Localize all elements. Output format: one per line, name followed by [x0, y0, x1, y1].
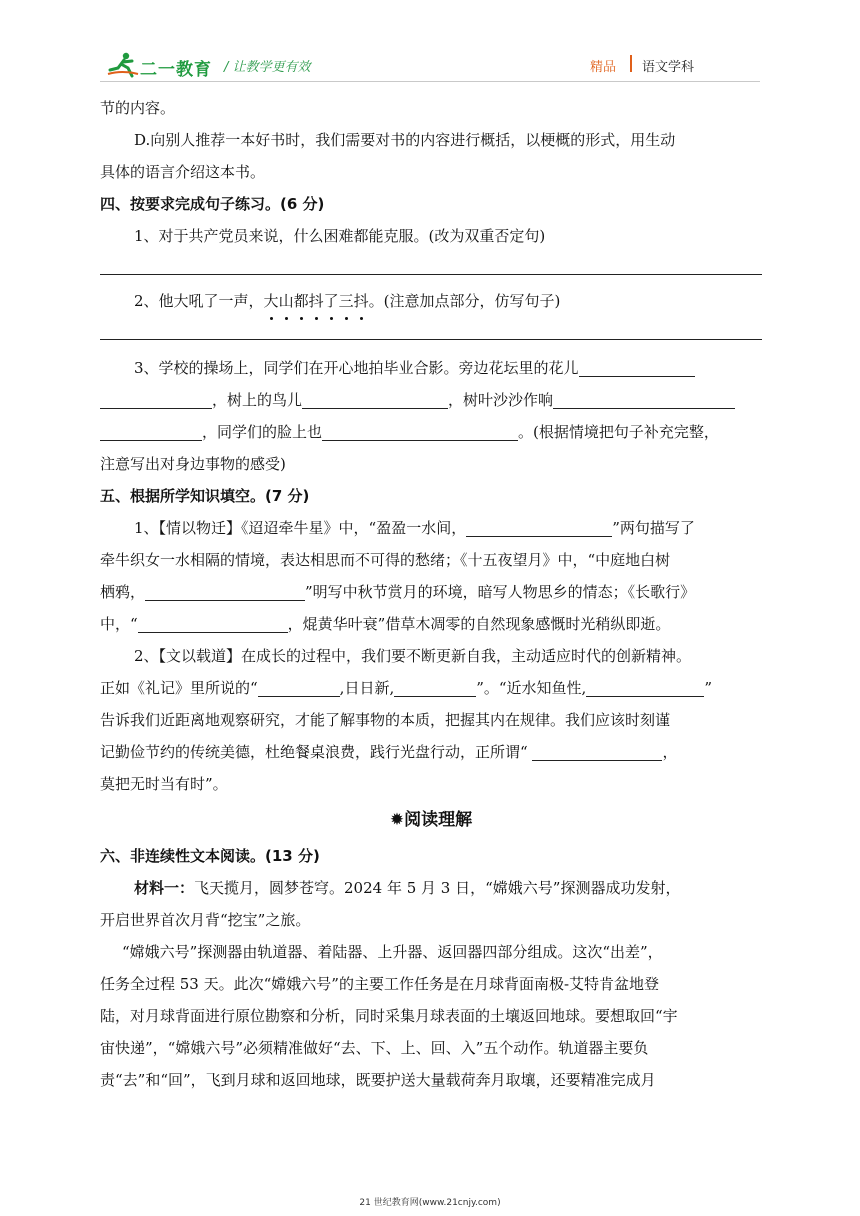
section-title-4: 四、按要求完成句子练习。(6 分)	[100, 195, 325, 213]
text-line	[100, 672, 762, 704]
text-line: “嫦娥六号”探测器由轨道器、着陆器、上升器、返回器四部分组成。这次“出差”，	[122, 943, 663, 961]
section-title-6: 六、非连续性文本阅读。(13 分)	[100, 847, 320, 865]
question-4-1: 1、对于共产党员来说，什么困难都能克服。(改为双重否定句)	[134, 227, 546, 245]
fill-blank[interactable]	[532, 742, 662, 761]
emphasis-char: 抖	[354, 285, 369, 317]
answer-line[interactable]	[100, 252, 762, 285]
emphasis-char: 大	[264, 285, 279, 317]
emphasis-char: 山	[279, 285, 294, 317]
text-segment: ，同学们的脸上也	[202, 423, 323, 441]
text-segment: 正如《礼记》里所说的“	[100, 679, 258, 697]
emphasis-char: 了	[324, 285, 339, 317]
runner-logo-icon	[106, 52, 140, 78]
text-line	[100, 736, 762, 768]
page-header	[100, 42, 760, 82]
text-line: 莫把无时当有时”。	[100, 775, 228, 793]
text-line: 告诉我们近距离地观察研究，才能了解事物的本质，把握其内在规律。我们应该时刻谨	[100, 711, 671, 729]
text-segment: 2、他大吼了一声，	[134, 292, 264, 310]
question-5-2: 2、【文以载道】在成长的过程中，我们要不断更新自我，主动适应时代的创新精神。	[134, 647, 692, 665]
text-segment: ”。“近水知鱼性,	[476, 679, 587, 697]
text-segment: 飞天揽月，圆梦苍穹。2024 年 5 月 3 日，“嫦娥六号”探测器成功发射，	[194, 879, 681, 897]
question-5-1	[100, 512, 762, 544]
fill-blank[interactable]	[553, 390, 735, 409]
fill-blank[interactable]	[145, 582, 305, 601]
text-segment: 1、【情以物迁】《迢迢牵牛星》中，“盈盈一水间，	[134, 519, 467, 537]
text-line: 宙快递”，“嫦娥六号”必须精准做好“去、下、上、回、入”五个动作。轨道器主要负	[100, 1039, 649, 1057]
fill-blank[interactable]	[466, 518, 612, 537]
reading-heading: ✹阅读理解	[389, 810, 473, 830]
emphasis-char: 三	[339, 285, 354, 317]
question-4-2	[100, 285, 762, 317]
text-segment: ”	[704, 679, 712, 697]
dotted-phrase	[264, 292, 369, 310]
divider	[630, 55, 632, 72]
fill-blank[interactable]	[302, 390, 448, 409]
text-segment: 中，“	[100, 615, 138, 633]
text-segment: 栖鸦，	[100, 583, 146, 601]
emphasis-char: 抖	[309, 285, 324, 317]
text-segment: 记勤俭节约的传统美德，杜绝餐桌浪费，践行光盘行动，正所谓“	[100, 743, 533, 761]
text-segment: ，树叶沙沙作响	[448, 391, 554, 409]
text-line: 开启世界首次月背“挖宝”之旅。	[100, 911, 311, 929]
text-segment: 3、学校的操场上，同学们在开心地拍毕业合影。旁边花坛里的花儿	[134, 359, 579, 377]
text-line: 任务全过程 53 天。此次“嫦娥六号”的主要工作任务是在月球背面南极-艾特肯盆地登	[100, 975, 660, 993]
text-segment: ,日日新,	[339, 679, 395, 697]
text-segment: ”两句描写了	[612, 519, 695, 537]
material-label: 材料一：	[134, 879, 195, 897]
fill-blank[interactable]	[258, 678, 340, 697]
question-4-3	[100, 352, 762, 384]
text-line: 节的内容。	[100, 99, 176, 117]
document-body	[100, 92, 762, 1096]
text-line	[100, 576, 762, 608]
premium-label: 精品	[590, 60, 617, 75]
material-1	[100, 872, 762, 904]
text-line: 责“去”和“回”，飞到月球和返回地球，既要护送大量载荷奔月取壤，还要精准完成月	[100, 1071, 656, 1089]
slogan: / 让教学更有效	[224, 60, 311, 75]
emphasis-char: 都	[294, 285, 309, 317]
text-line: D.向别人推荐一本好书时，我们需要对书的内容进行概括，以梗概的形式，用生动	[134, 131, 676, 149]
page-footer: 21 世纪教育网(www.21cnjy.com)	[359, 1198, 501, 1208]
fill-blank[interactable]	[579, 358, 695, 377]
logo-text: 二一教育	[140, 60, 212, 80]
text-line	[100, 416, 762, 448]
header-rule	[100, 81, 760, 82]
section-title-5: 五、根据所学知识填空。(7 分)	[100, 487, 310, 505]
text-segment: ，焜黄华叶衰”借草木凋零的自然现象感慨时光稍纵即逝。	[287, 615, 671, 633]
fill-blank[interactable]	[138, 614, 288, 633]
fill-blank[interactable]	[322, 422, 518, 441]
text-segment: 。(根据情境把句子补充完整，	[518, 423, 719, 441]
text-line: 具体的语言介绍这本书。	[100, 163, 266, 181]
subject-label: 语文学科	[642, 60, 695, 75]
fill-blank[interactable]	[100, 390, 212, 409]
text-line: 牵牛织女一水相隔的情境，表达相思而不可得的愁绪；《十五夜望月》中，“中庭地白树	[100, 551, 671, 569]
text-segment: ，树上的鸟儿	[212, 391, 303, 409]
text-line: 注意写出对身边事物的感受)	[100, 455, 286, 473]
text-line: 陆，对月球背面进行原位勘察和分析，同时采集月球表面的土壤返回地球。要想取回“宇	[100, 1007, 678, 1025]
text-segment: ，	[662, 743, 678, 761]
text-line	[100, 384, 762, 416]
fill-blank[interactable]	[394, 678, 476, 697]
text-line	[100, 608, 762, 640]
fill-blank[interactable]	[100, 422, 202, 441]
answer-line[interactable]	[100, 317, 762, 350]
text-segment: ”明写中秋节赏月的环境，暗写人物思乡的情态；《长歌行》	[305, 583, 696, 601]
text-segment: 。(注意加点部分，仿写句子)	[368, 292, 561, 310]
fill-blank[interactable]	[586, 678, 704, 697]
